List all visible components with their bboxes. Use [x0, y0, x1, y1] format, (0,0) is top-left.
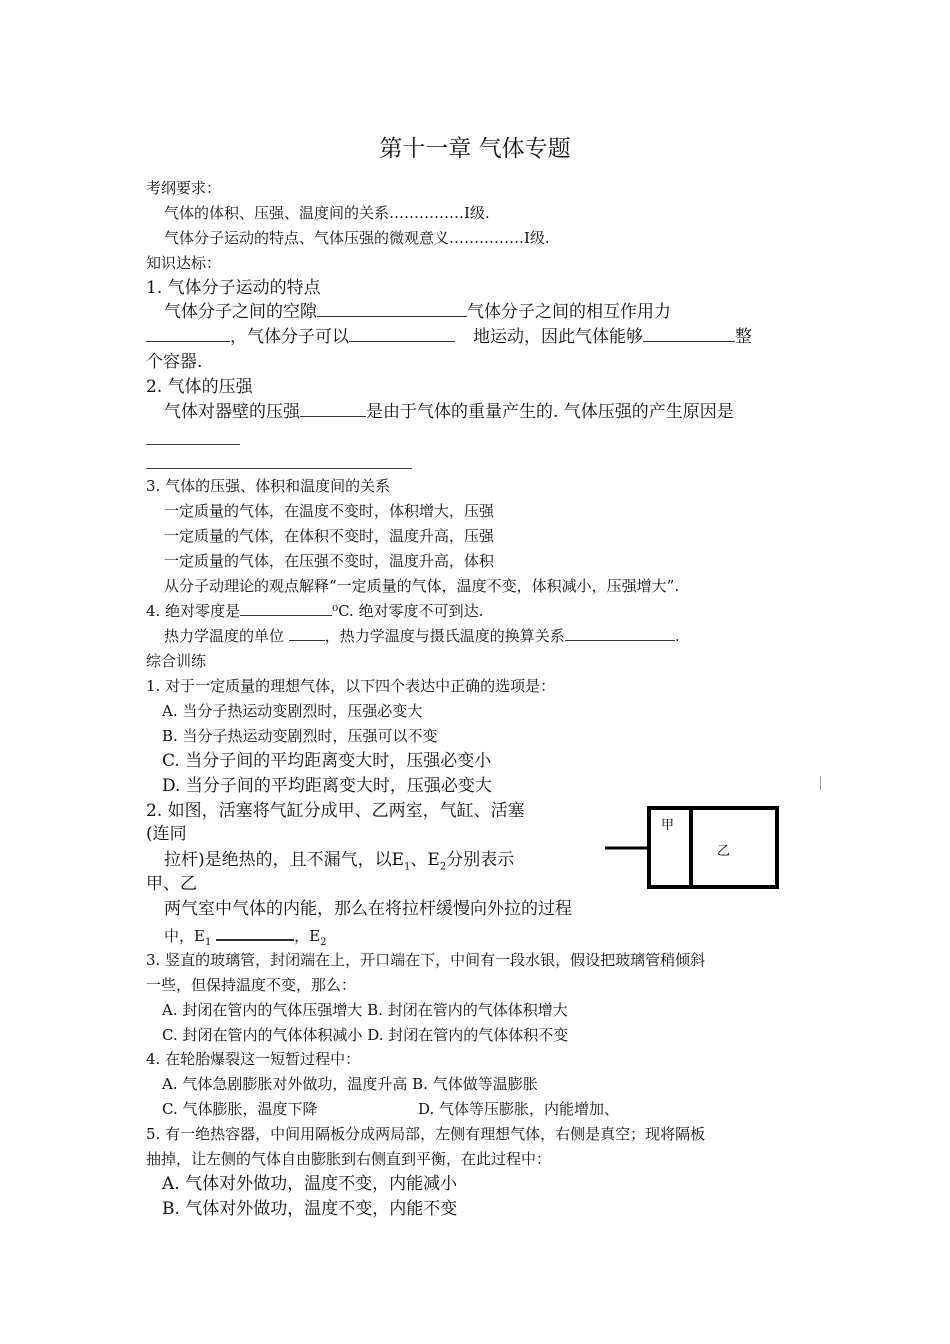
section-1-line [164, 300, 671, 324]
blank[interactable] [289, 626, 325, 641]
question-4-option-d[interactable]: D. 气体等压膨胀，内能增加、 [418, 1100, 620, 1118]
question-3-line: 一些，但保持温度不变，那么： [146, 976, 357, 994]
question-1-option-b[interactable]: B. 当分子热运动变剧烈时，压强可以不变 [162, 727, 438, 745]
section-2-line [164, 400, 734, 424]
subscript: 2 [439, 861, 447, 873]
section-4-line [146, 601, 483, 621]
question-5-option-b[interactable]: B. 气体对外做功，温度不变，内能不变 [162, 1199, 458, 1219]
text: ，E [294, 927, 321, 945]
question-5-line: 抽掉，让左侧的气体自由膨胀到右侧直到平衡，在此过程中： [146, 1150, 552, 1168]
section-3-item: 一定质量的气体，在体积不变时，温度升高，压强 [164, 527, 495, 545]
text: 气体对器壁的压强 [164, 402, 300, 422]
blank[interactable] [300, 402, 366, 417]
section-4-line [164, 626, 680, 646]
syllabus-heading: 考纲要求： [146, 179, 222, 197]
section-1-line [146, 325, 752, 349]
answer-line[interactable] [146, 468, 412, 469]
question-2-line [164, 848, 514, 879]
section-3-item: 从分子动理论的观点解释“一定质量的气体，温度不变，体积减小，压强增大”. [164, 577, 680, 595]
practice-heading: 综合训练 [146, 652, 207, 670]
page-title: 第十一章 气体专题 [379, 136, 571, 162]
question-4-option-c[interactable]: C. 气体膨胀，温度下降 [162, 1100, 318, 1118]
blank[interactable] [349, 327, 455, 342]
question-1-stem: 1. 对于一定质量的理想气体，以下四个表达中正确的选项是： [146, 677, 556, 695]
text: ，热力学温度与摄氏温度的换算关系 [324, 627, 565, 645]
question-5-option-a[interactable]: A. 气体对外做功，温度不变，内能减小 [162, 1174, 458, 1194]
text: 气体分子之间的相互作用力 [467, 302, 671, 322]
text: . [674, 627, 680, 645]
question-2-line: 两气室中气体的内能，那么在将拉杆缓慢向外拉的过程 [164, 899, 572, 919]
question-4-options-ab[interactable]: A. 气体急剧膨胀对外做功，温度升高 B. 气体做等温膨胀 [162, 1075, 538, 1093]
section-3-item: 一定质量的气体，在温度不变时，体积增大，压强 [164, 502, 495, 520]
section-3-title: 3. 气体的压强、体积和温度间的关系 [146, 477, 391, 495]
text: 热力学温度的单位 [164, 627, 285, 645]
syllabus-item: 气体的体积、压强、温度间的关系……………I级. [164, 204, 490, 222]
syllabus-item: 气体分子运动的特点、气体压强的微观意义……………I级. [164, 229, 550, 247]
answer-line[interactable] [146, 444, 240, 445]
text: 地运动，因此气体能够 [473, 327, 643, 347]
question-2-line: (连同 [146, 824, 187, 844]
text: 、E [410, 850, 440, 870]
text: ，气体分子可以 [230, 327, 349, 347]
question-3-options-cd[interactable]: C. 封闭在管内的气体体积减小 D. 封闭在管内的气体体积不变 [162, 1026, 569, 1044]
text: 整 [735, 327, 752, 347]
text: 是由于气体的重量产生的. 气体压强的产生原因是 [366, 402, 734, 422]
blank[interactable] [146, 327, 230, 342]
text: 4. 绝对零度是 [146, 602, 241, 620]
question-3-line: 3. 竖直的玻璃管，封闭端在上，开口端在下，中间有一段水银，假设把玻璃管稍倾斜 [146, 951, 706, 969]
text: 拉杆)是绝热的，且不漏气，以E [164, 850, 405, 870]
blank[interactable] [643, 327, 735, 342]
question-5-line: 5. 有一绝热容器，中间用隔板分成两局部，左侧有理想气体，右侧是真空；现将隔板 [146, 1125, 706, 1143]
question-1-option-a[interactable]: A. 当分子热运动变剧烈时，压强必变大 [162, 702, 423, 720]
text: 分别表示 [446, 850, 515, 870]
question-2-line [164, 925, 326, 953]
section-2-title: 2. 气体的压强 [146, 377, 253, 397]
question-1-option-c[interactable]: C. 当分子间的平均距离变大时，压强必变小 [162, 751, 492, 771]
question-3-options-ab[interactable]: A. 封闭在管内的气体压强增大 B. 封闭在管内的气体体积增大 [162, 1001, 568, 1019]
blank[interactable] [317, 302, 467, 317]
text: 气体分子之间的空隙 [164, 302, 317, 322]
question-1-option-d[interactable]: D. 当分子间的平均距离变大时，压强必变大 [162, 776, 492, 796]
subscript: 2 [320, 937, 327, 948]
subscript: 1 [204, 937, 212, 948]
question-2-line: 2. 如图，活塞将气缸分成甲、乙两室，气缸、活塞 [146, 801, 525, 821]
question-2-line: 甲、乙 [146, 874, 197, 894]
section-1-line: 个容器. [146, 352, 203, 372]
section-1-title: 1. 气体分子运动的特点 [146, 278, 321, 298]
blank[interactable] [240, 601, 332, 616]
cylinder-diagram [605, 805, 785, 891]
label-jia: 甲 [661, 818, 675, 833]
text: 中，E [164, 927, 205, 945]
label-yi: 乙 [717, 844, 731, 859]
subscript: 1 [404, 861, 411, 873]
blank[interactable] [216, 925, 294, 941]
text: ⁰C. 绝对零度不可到达. [332, 602, 484, 620]
section-3-item: 一定质量的气体，在压强不变时，温度升高，体积 [164, 552, 495, 570]
blank[interactable] [565, 626, 675, 641]
margin-mark [820, 776, 821, 790]
question-4-stem: 4. 在轮胎爆裂这一短暂过程中： [146, 1050, 361, 1068]
knowledge-heading: 知识达标： [146, 254, 222, 272]
